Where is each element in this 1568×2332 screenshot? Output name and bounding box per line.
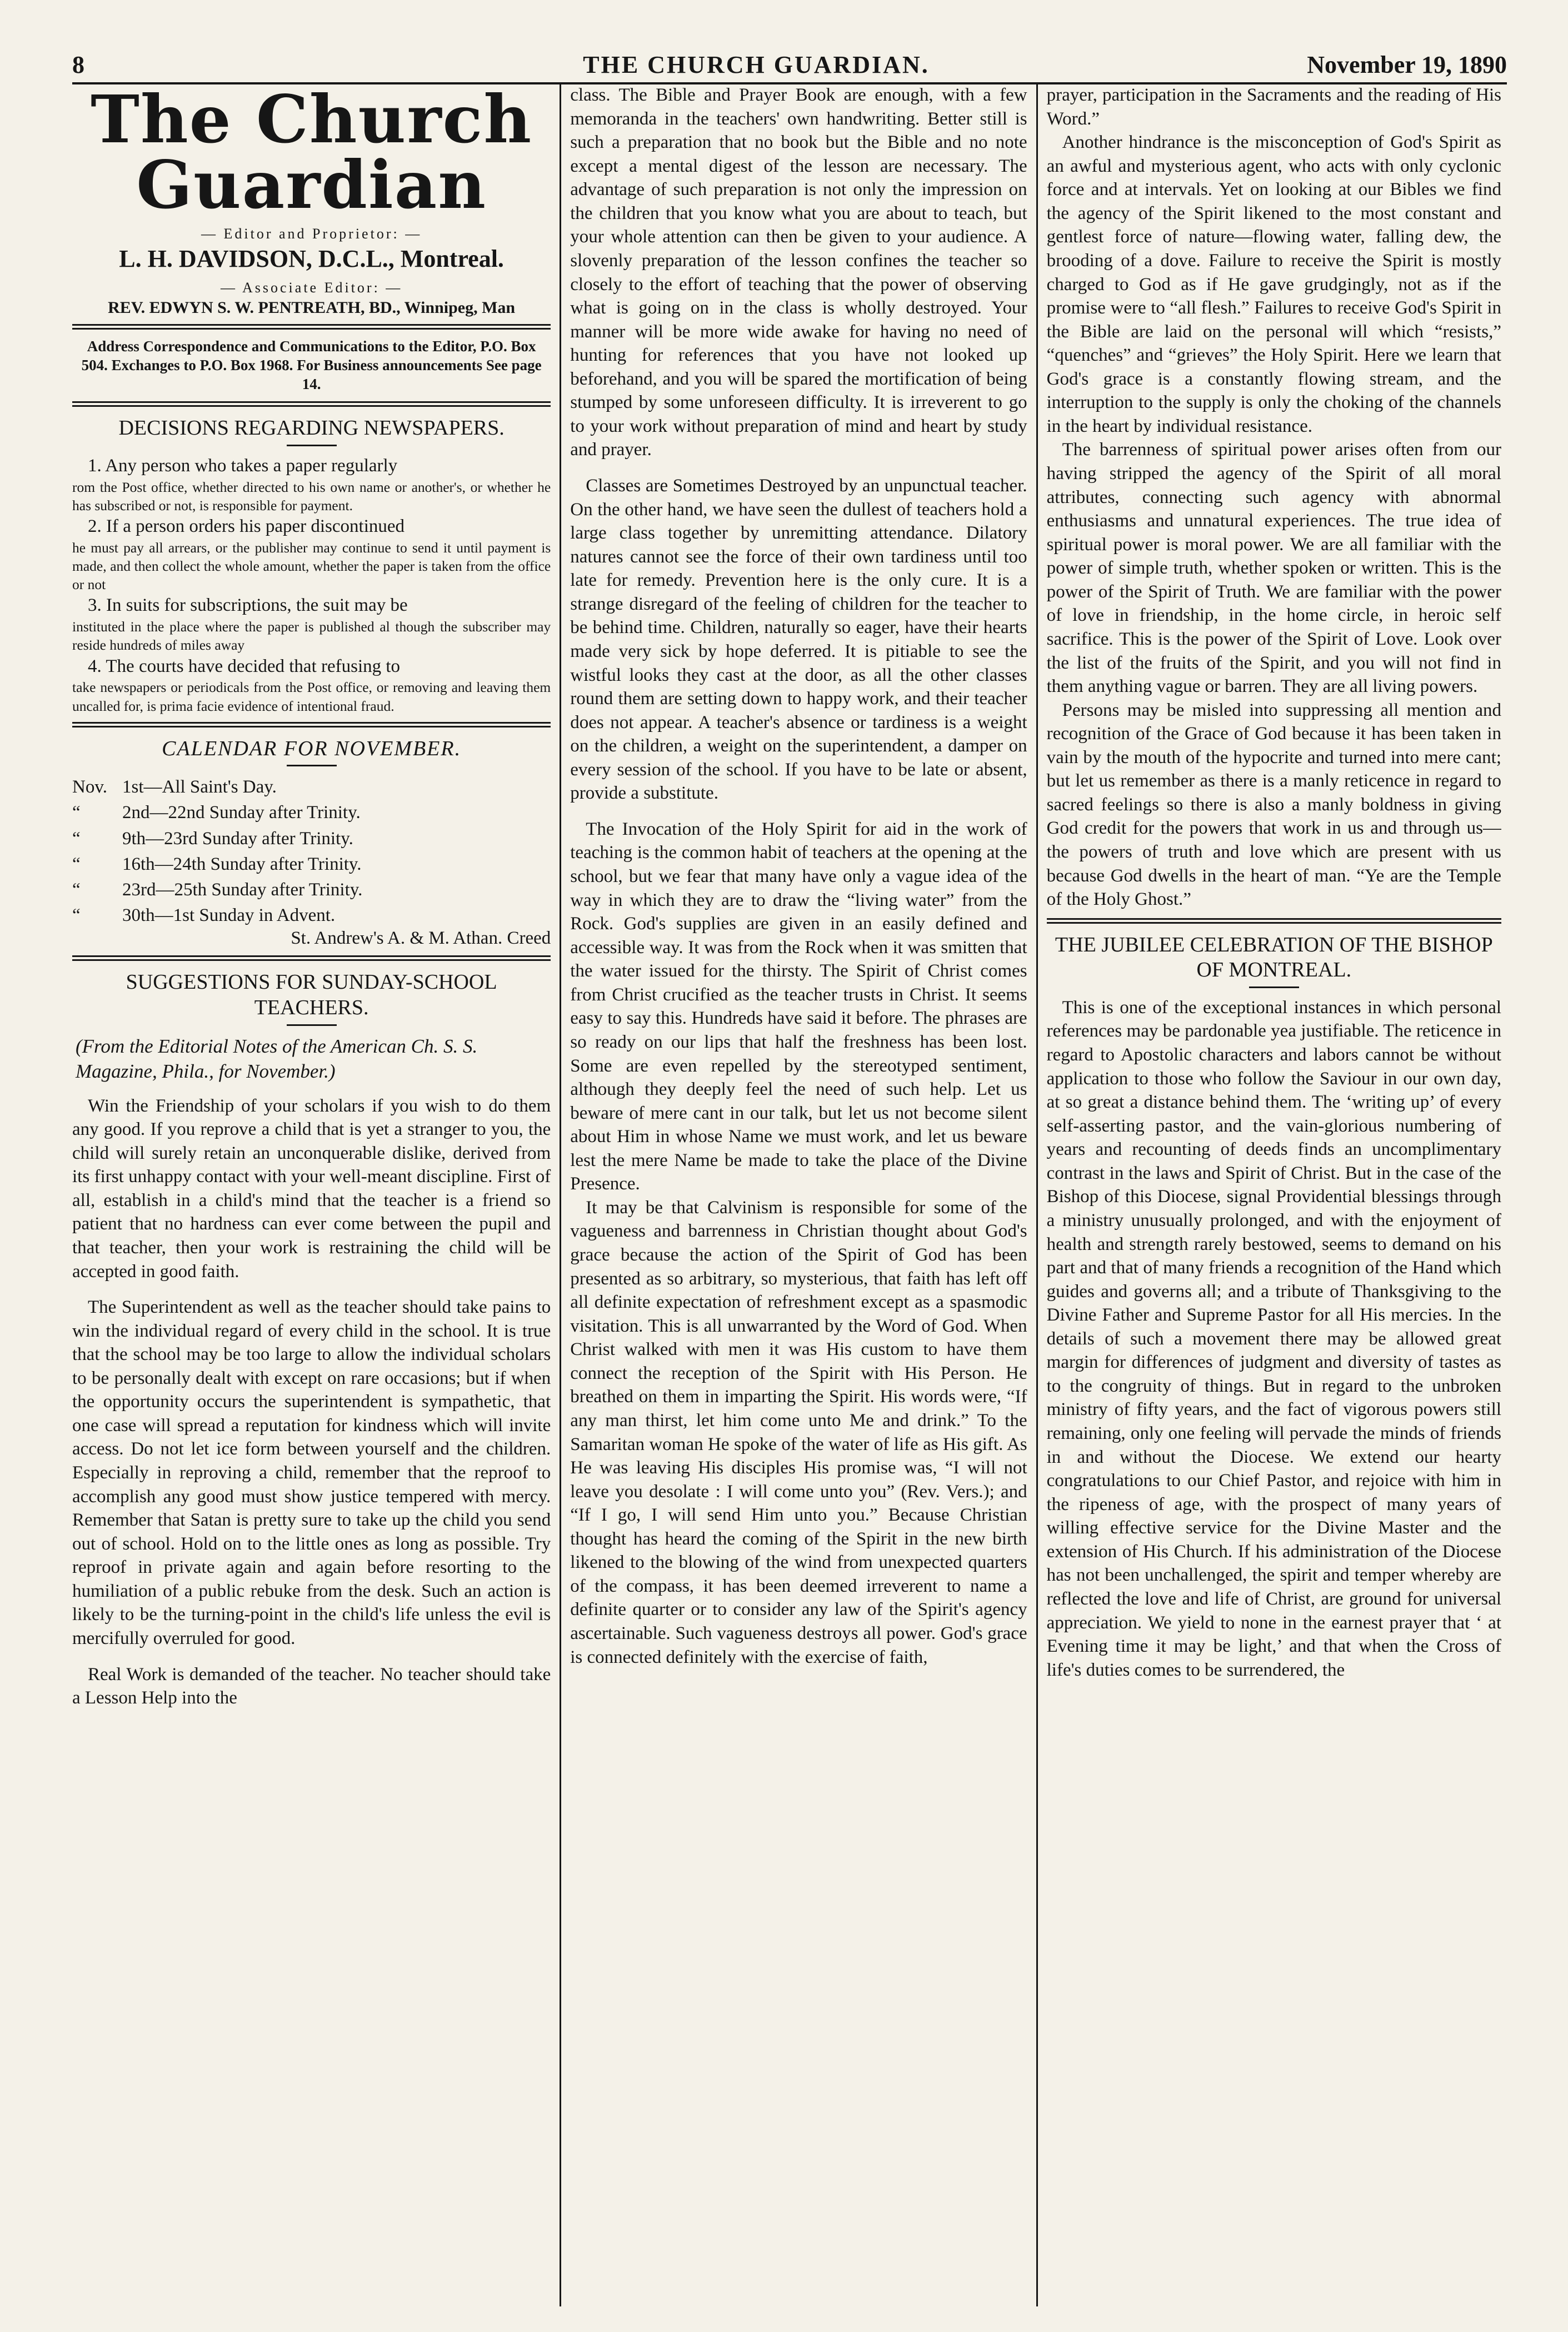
- calendar-mark: Nov.: [72, 777, 107, 798]
- article-paragraph: The barrenness of spiritual power arises often from our having stripped the agency of the Spirit of all moral attributes, connecting such agency with abnormal enthusiasms and unnatural experiences. The true idea of spiritual power is moral power. We are all familiar with the power of simple truth, whether spoken or written. This is the power of the Spirit of Truth. We are familiar with the power of love in friendship, in the home circle, in heroic self sacrifice. This is the power of the Spirit of Love. Look over the list of the fruits of the Spirit, and you will not find in them anything vague or barren. They are all living powers.: [1046, 440, 1502, 697]
- decisions-heading: DECISIONS REGARDING NEWSPAPERS.: [118, 416, 505, 440]
- decision-lead: 3. In suits for subscriptions, the suit may be: [88, 595, 408, 616]
- divider: [72, 401, 551, 407]
- decision-lead: 2. If a person orders his paper discontinued: [88, 516, 405, 537]
- associate-label: — Associate Editor: —: [220, 280, 403, 296]
- decision-text: rom the Post office, whether directed to his own name or another's, or whether he has subscribed or not, is responsible for payment.: [72, 479, 551, 514]
- masthead: [72, 83, 551, 393]
- article-paragraph: Real Work is demanded of the teacher. No teacher should take a Lesson Help into the: [72, 1664, 551, 1708]
- editor-label: — Editor and Proprietor: —: [201, 226, 422, 242]
- associate-editor: REV. EDWYN S. W. PENTREATH, BD., Winnipeg, Man: [108, 298, 516, 317]
- calendar-mark: “: [72, 880, 81, 900]
- calendar-mark: “: [72, 803, 81, 823]
- calendar-text: 16th—24th Sunday after Trinity.: [122, 854, 362, 874]
- calendar-heading: CALENDAR FOR NOVEMBER.: [162, 736, 462, 760]
- calendar-line: [72, 826, 551, 851]
- address-notice: Address Correspondence and Communications to the Editor, P.O. Box 504. Exchanges to P.O. Box 1968. For Business announcements See page 14.: [81, 338, 542, 392]
- article-paragraph: This is one of the exceptional instances in which personal references may be pardonable yea justifiable. The reticence in regard to Apostolic characters and labors cannot be without application to those who follow the Saviour in our own day, at so great a distance behind them. The ‘writing up’ of every self-asserting pastor, and the vain-glorious numbering of years and recounting of deeds finds an uncomplimentary contrast in the laws and Spirit of Christ. But in the case of the Bishop of this Diocese, signal Providential blessings through a ministry unusually prolonged, and with the enjoyment of health and strength rarely bestowed, seems to demand on his part and that of many friends a recognition of the Hand which guides and governs all; and a tribute of Thanksgiving to the Divine Father and Supreme Pastor for all His mercies. In the details of such a movement there may be allowed great margin for differences of judgment and diversity of tastes as to the congruity of things. But in regard to the unbroken ministry of fifty years, and the fact of vigorous powers still remaining, only one feeling will pervade the minds of friends in and without the Diocese. We extend our hearty congratulations to our Chief Pastor, and rejoice with him in the ripeness of age, with the prospect of many years of willing effective service for the Divine Master and the extension of His Church. If his administration of the Diocese has not been unchallenged, the spirit and temper whereby are reflected the love and life of Christ, are ground for universal appreciation. We yield to none in the earnest prayer that ‘ at Evening time it may be light,’ and that when the Cross of life's duties comes to be surrendered, the: [1046, 997, 1502, 1680]
- calendar-mark: “: [72, 905, 81, 926]
- calendar-mark: “: [72, 854, 81, 874]
- article-source: (From the Editorial Notes of the American Ch. S. S. Magazine, Phila., for November.): [76, 1035, 478, 1083]
- calendar-line: [72, 800, 551, 825]
- calendar-line: [72, 903, 551, 928]
- running-title: THE CHURCH GUARDIAN.: [583, 51, 930, 78]
- article-paragraph: The Invocation of the Holy Spirit for aid in the work of teaching is the common habit of teachers at the opening at the school, but we fear that many have only a vague idea of the way in which they are to draw the “living water” from the Rock. God's supplies are given in an easily defined and accessible way. It was from the Rock when it was smitten that the water issued for the thirsty. The Spirit of Christ comes from Christ crucified as the teacher trusts in Christ. It seems easy to say this. Hundreds have said it before. The phrases are so ready on our lips that half the freshness has been lost. Some are even repelled by the stereotyped sentiment, although they deeply feel the need of such help. Let us beware of mere cant in our talk, but let us not become silent about Him in whose Name we must work, and let us beware lest the mere Name be made to take the place of the Divine Presence.: [570, 819, 1027, 1194]
- columns: [72, 83, 1501, 2306]
- short-rule: [287, 765, 337, 766]
- divider: [1047, 918, 1501, 924]
- decision-text: instituted in the place where the paper is published al though the subscriber may reside hundreds of miles away: [72, 619, 551, 654]
- calendar-last-line: St. Andrew's A. & M. Athan. Creed: [291, 928, 551, 949]
- article-paragraph: Win the Friendship of your scholars if you wish to do them any good. If you reprove a child that is yet a stranger to you, the child will surely retain an unconquerable dislike, derived from its first unhappy contact with your well-meant discipline. First of all, establish in a child's mind that the teacher is a friend so patient that no hardness can ever come between the pupil and that teacher, then your work is restraining the child will be accepted in good faith.: [72, 1095, 551, 1282]
- calendar-line: [72, 851, 551, 877]
- decisions-list: [72, 454, 551, 715]
- decision-text: take newspapers or periodicals from the Post office, or removing and leaving them uncalled for, is prima facie evidence of intentional fraud.: [72, 679, 551, 714]
- calendar-line: [72, 877, 551, 903]
- decision-text: he must pay all arrears, or the publisher may continue to send it until payment is made, and then collect the whole amount, whether the paper is taken from the office or not: [72, 539, 551, 593]
- divider: [72, 955, 551, 961]
- calendar-mark: “: [72, 828, 81, 849]
- calendar-text: 23rd—25th Sunday after Trinity.: [122, 880, 363, 900]
- jubilee-heading: THE JUBILEE CELEBRATION OF THE BISHOP OF MONTREAL.: [1055, 933, 1493, 982]
- column-1: [72, 83, 560, 2306]
- column-3: [1036, 83, 1501, 2306]
- page-number: 8: [72, 51, 84, 78]
- decision-lead: 4. The courts have decided that refusing to: [88, 656, 401, 676]
- divider: [72, 722, 551, 727]
- calendar-text: 1st—All Saint's Day.: [122, 777, 277, 798]
- running-head: [72, 12, 1507, 84]
- short-rule: [1249, 986, 1299, 988]
- calendar-text: 9th—23rd Sunday after Trinity.: [122, 828, 353, 849]
- article-paragraph: The Superintendent as well as the teacher should take pains to win the individual regard of every child in the school. It is true that the school may be too large to allow the individual scholars to be personally dealt with except on rare occasions; but if when the opportunity occurs the superintendent is sympathetic, that one case will spread a reputation for kindness which will invite access. Do not let ice form between yourself and the children. Especially in reproving a child, remember that the reproof to accomplish any good must show justice tempered with mercy. Remember that Satan is pretty sure to take up the child you send out of school. Hold on to the little ones as long as possible. Try reproof in private again and again before resorting to the humiliation of a public rebuke from the desk. Such an action is likely to be the turning-point in the child's life unless the evil is mercifully overruled for good.: [72, 1297, 551, 1648]
- article-paragraph: Another hindrance is the misconception of God's Spirit as an awful and mysterious agent, who acts with only cyclonic force and at intervals. Yet on looking at our Bibles we find the agency of the Spirit likened to the most constant and gentlest force of nature—flowing water, falling dew, the brooding of a dove. Failure to receive the Spirit is mostly charged to God as if He gave grudgingly, not as if the promise were to “all flesh.” Failures to receive God's Spirit in the Bible are laid on the personal will which “resists,” “quenches” and “grieves” the Holy Spirit. Here we learn that God's grace is a constantly flowing stream, and the interruption to the supply is only the choking of the channels in the heart by individual resistance.: [1046, 132, 1502, 436]
- article-paragraph: prayer, participation in the Sacraments and the reading of His Word.”: [1046, 85, 1502, 129]
- column-2: [560, 83, 1036, 2306]
- short-rule: [287, 445, 337, 446]
- masthead-title: The Church Guardian: [91, 83, 533, 223]
- article-paragraph: class. The Bible and Prayer Book are enough, with a few memoranda in the teachers' own handwriting. Better still is such a preparation that no book but the Bible and no note except a mental digest of the lesson are necessary. The advantage of such preparation is not only the impression on the children that you know what you are about to teach, but your whole attention can then be given to your audience. A slovenly preparation of the lesson confines the teacher so closely to the effort of teaching that the power of observing what is going on in the class is wholly destroyed. Your manner will be more wide awake for having no need of hunting for references that you have not looked up beforehand, and you will be spared the mortification of being stumped by some unforeseen difficulty. It is irreverent to go to your work without preparation of mind and heart by study and prayer.: [570, 85, 1027, 460]
- decision-lead: 1. Any person who takes a paper regularly: [88, 455, 398, 476]
- editor-name: L. H. DAVIDSON, D.C.L., Montreal.: [119, 245, 504, 272]
- short-rule: [287, 1024, 337, 1026]
- article-paragraph: Persons may be misled into suppressing all mention and recognition of the Grace of God because it has been taken in vain by the mouth of the hypocrite and turned into mere cant; but let us remember as there is a manly reticence in regard to sacred feelings so there is also a manly boldness in giving God credit for the powers that work in us and through us—the powers of truth and love which are present with us because God dwells in the heart of man. “Ye are the Temple of the Holy Ghost.”: [1046, 700, 1502, 910]
- article-paragraph: It may be that Calvinism is responsible for some of the vagueness and barrenness in Christian thought about God's grace because the action of the Spirit of God has been presented as so arbitrary, so mysterious, that faith has left off all definite expectation of refreshment except as a spasmodic visitation. This is all unwarranted by the Word of God. When Christ walked with men it was His custom to have them connect the reception of the Spirit with His Person. He breathed on them in imparting the Spirit. His words were, “If any man thirst, let him come unto Me and drink.” To the Samaritan woman He spoke of the water of life as His gift. As He was leaving His disciples His promise was, “I will not leave you desolate : I will come unto you” (Rev. Vers.); and “If I go, I will send Him unto you.” Because Christian thought has heard the coming of the Spirit in the new birth likened to the blowing of the wind from unexpected quarters of the compass, it has been deemed irreverent to name a definite quarter or to consider any law of the Spirit's agency ascertainable. Such vagueness destroys all power. God's grace is connected definitely with the exercise of faith,: [570, 1197, 1027, 1667]
- calendar-text: 30th—1st Sunday in Advent.: [122, 905, 336, 926]
- suggestions-heading: SUGGESTIONS FOR SUNDAY-SCHOOL TEACHERS.: [126, 970, 497, 1019]
- calendar-text: 2nd—22nd Sunday after Trinity.: [122, 803, 361, 823]
- article-paragraph: Classes are Sometimes Destroyed by an unpunctual teacher. On the other hand, we have seen the dullest of teachers hold a large class together by unremitting attendance. Dilatory natures cannot see the force of their own tardiness until too late for remedy. Prevention here is the only cure. It is a strange disregard of the feeling of children for the teacher to be behind time. Children, naturally so eager, have their hearts made very sick by hope deferred. It is pitiable to see the wistful looks they cast at the door, as all the other classes round them are setting down to happy work, and their teacher does not appear. A teacher's absence or tardiness is a weight on the children, a weight on the superintendent, a damper on every session of the school. If you have to be late or absent, provide a substitute.: [570, 476, 1027, 804]
- divider: [72, 324, 551, 330]
- issue-date: November 19, 1890: [1307, 51, 1507, 78]
- calendar-list: [72, 774, 551, 949]
- calendar-line: [72, 774, 551, 800]
